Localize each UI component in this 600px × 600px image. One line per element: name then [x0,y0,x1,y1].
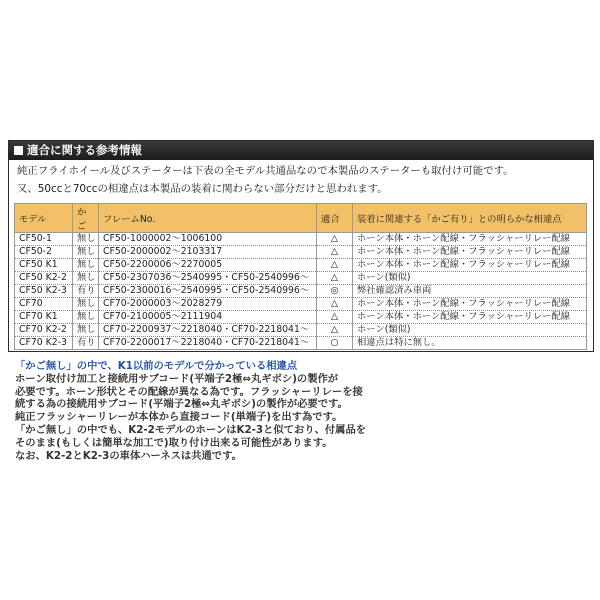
difference-cell: ホーン本体・ホーン配線・フラッシャーリレー配線 [353,233,587,246]
fit-mark-cell: △ [317,259,353,272]
basket-cell: 有り [73,285,99,298]
frame-no-cell: CF50-2307036～2540995・CF50-2540996～ [99,272,317,285]
fit-mark-cell: △ [317,246,353,259]
model-cell: CF70 [15,298,73,311]
fit-mark-cell: △ [317,298,353,311]
frame-no-cell: CF50-2000002～2103317 [99,246,317,259]
panel-header [9,141,593,160]
basket-cell: 無し [73,311,99,324]
fit-mark-cell: △ [317,324,353,337]
model-cell: CF70 K2-2 [15,324,73,337]
panel-header-label: 適合に関する参考情報 [27,143,142,157]
intro-line: 純正フライホイール及びステーターは下表の全モデル共通品なので本製品のステーターも取付け可能です。 [17,165,514,177]
fit-mark-cell: △ [317,311,353,324]
table-header-row [15,204,587,233]
basket-cell: 無し [73,233,99,246]
notes-title: 「かご無し」の中で、K1以前のモデルで分かっている相違点 [15,360,298,372]
frame-no-cell: CF70-2000003～2028279 [99,298,317,311]
table-row [15,259,587,272]
basket-cell: 無し [73,259,99,272]
notes-line: そのまま(もしくは簡単な加工で)取り付け出来る可能性があります。 [15,436,333,449]
frame-no-cell: CF50-2200006～2270005 [99,259,317,272]
frame-no-cell: CF50-2300016～2540995・CF50-2540996～ [99,285,317,298]
table-row [15,337,587,350]
difference-cell: ホーン本体・ホーン配線・フラッシャーリレー配線 [353,298,587,311]
basket-cell: 有り [73,337,99,350]
difference-cell: ホーン(類似) [353,324,587,337]
square-bullet-icon [14,146,23,155]
frame-no-cell: CF50-1000002～1006100 [99,233,317,246]
col-header-fit: 適合 [317,204,353,233]
notes-block [15,360,415,462]
difference-cell: ホーン本体・ホーン配線・フラッシャーリレー配線 [353,246,587,259]
col-header-basket: かご [73,204,99,233]
difference-cell: ホーン本体・ホーン配線・フラッシャーリレー配線 [353,259,587,272]
model-cell: CF50 K2-2 [15,272,73,285]
model-cell: CF70 K2-3 [15,337,73,350]
table-row [15,285,587,298]
model-cell: CF50 K2-3 [15,285,73,298]
col-header-differences: 装着に関連する「かご有り」との明らかな相違点 [353,204,587,233]
reference-panel [8,140,594,352]
model-cell: CF50-2 [15,246,73,259]
notes-line: 純正フラッシャーリレーが本体から直接コード(単端子)を出す為です。 [15,411,343,424]
notes-line: 「かご無し」の中でも、K2-2モデルのホーンはK2-3と似ており、付属品を [15,423,367,436]
basket-cell: 無し [73,298,99,311]
table-row [15,324,587,337]
fit-mark-cell: △ [317,233,353,246]
table-row [15,272,587,285]
difference-cell: ホーン本体・ホーン配線・フラッシャーリレー配線 [353,311,587,324]
col-header-model: モデル [15,204,73,233]
model-cell: CF50-1 [15,233,73,246]
table-row [15,233,587,246]
table-row [15,311,587,324]
difference-cell: 相違点は特に無し。 [353,337,587,350]
col-header-frame-no: フレームNo. [99,204,317,233]
difference-cell: ホーン(類似) [353,272,587,285]
model-cell: CF70 K1 [15,311,73,324]
fit-mark-cell: ◎ [317,285,353,298]
notes-line: なお、K2-2とK2-3の車体ハーネスは共通です。 [15,449,242,462]
notes-line: 必要です。ホーン形状とその配線が異なる為です。フラッシャーリレーを接 [15,385,363,398]
fit-mark-cell: ○ [317,337,353,350]
frame-no-cell: CF70-2200937～2218040・CF70-2218041～ [99,324,317,337]
basket-cell: 無し [73,324,99,337]
table-row [15,298,587,311]
intro-text [9,160,593,198]
basket-cell: 無し [73,246,99,259]
frame-no-cell: CF70-2100005～2111904 [99,311,317,324]
table-row [15,246,587,259]
compatibility-table [14,203,587,350]
intro-line: 又、50ccと70ccの相違点は本製品の装着に関わらない部分だけと思われます。 [17,183,388,195]
notes-line: 続する為の接続用サブコード(平端子2極⇔丸ギボシ)の製作が必要です。 [15,398,348,411]
frame-no-cell: CF70-2200017～2218040・CF70-2218041～ [99,337,317,350]
basket-cell: 無し [73,272,99,285]
model-cell: CF50 K1 [15,259,73,272]
fit-mark-cell: △ [317,272,353,285]
notes-line: ホーン取付け加工と接続用サブコード(平端子2極⇔丸ギボシ)の製作が [15,372,339,385]
difference-cell: 弊社確認済み車両 [353,285,587,298]
